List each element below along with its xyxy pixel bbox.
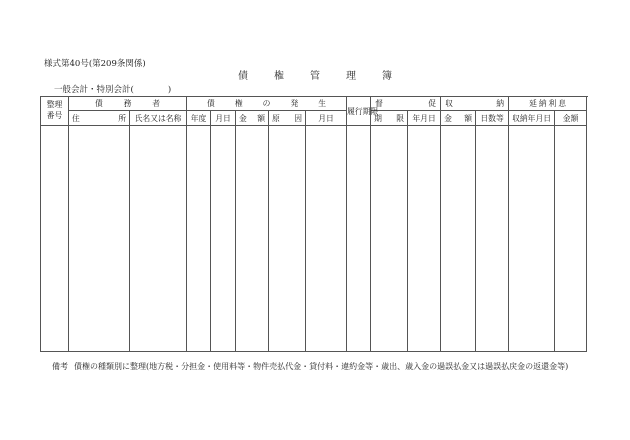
empty-cell <box>509 126 555 352</box>
header-interest-amount: 金額 <box>555 111 587 126</box>
header-debtor: 債 務 者 <box>69 97 187 111</box>
header-name: 氏名又は名称 <box>130 111 187 126</box>
header-deadline: 期 限 <box>371 111 408 126</box>
header-fiscal-year: 年度 <box>187 111 211 126</box>
empty-cell <box>347 126 371 352</box>
header-amount: 金 額 <box>236 111 269 126</box>
header-demand-month-day: 月日 <box>306 111 347 126</box>
title-char: 簿 <box>382 71 392 82</box>
empty-cell <box>306 126 347 352</box>
remark-text: 債権の種類別に整理(地方税・分担金・使用料等・物件売払代金・貸付料・違約金等・歳出、歳入金の過誤払金又は過誤払戻金の返還金等) <box>74 362 569 371</box>
page-title <box>150 72 480 82</box>
header-receipt-date: 年月日 <box>408 111 441 126</box>
empty-cell <box>408 126 441 352</box>
claims-ledger-table <box>40 96 587 352</box>
title-char: 理 <box>346 71 356 82</box>
header-demand: 督 促 <box>371 97 441 111</box>
title-char: 権 <box>274 71 284 82</box>
empty-cell <box>441 126 476 352</box>
empty-cell <box>211 126 236 352</box>
header-receipt: 収 納 <box>441 97 509 111</box>
empty-cell <box>69 126 130 352</box>
header-serial-number: 整理 番号 <box>41 97 69 126</box>
header-cause: 原 因 <box>269 111 306 126</box>
empty-cell <box>476 126 509 352</box>
header-address: 住 所 <box>69 111 130 126</box>
header-deferred-interest: 延 納 利 息 <box>509 97 587 111</box>
account-type-line: 一般会計・特別会計( ) <box>54 85 172 95</box>
header-days: 日数等 <box>476 111 509 126</box>
header-interest-receipt-date: 収納年月日 <box>509 111 555 126</box>
header-receipt-amount: 金 額 <box>441 111 476 126</box>
empty-cell <box>41 126 69 352</box>
title-char: 債 <box>238 71 248 82</box>
empty-cell <box>269 126 306 352</box>
header-due-date: 履行期限 <box>347 97 371 126</box>
remark-label: 備考 <box>52 362 68 371</box>
header-claim-origin: 債 権 の 発 生 <box>187 97 347 111</box>
empty-cell <box>371 126 408 352</box>
form-number: 様式第40号(第209条関係) <box>44 59 146 69</box>
empty-cell <box>555 126 587 352</box>
empty-cell <box>236 126 269 352</box>
empty-cell <box>187 126 211 352</box>
title-char: 管 <box>310 71 320 82</box>
header-month-day: 月日 <box>211 111 236 126</box>
empty-cell <box>130 126 187 352</box>
